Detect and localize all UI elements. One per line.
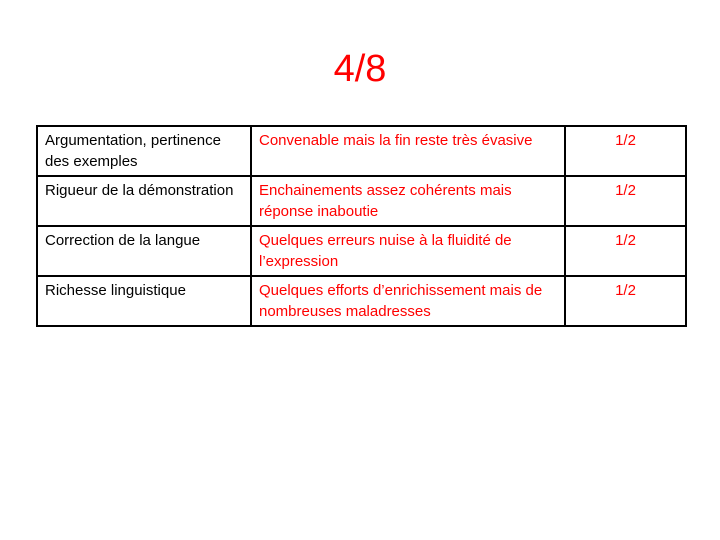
criterion-cell: Richesse linguistique [37, 276, 251, 326]
table-row [37, 126, 686, 176]
points-cell: 1/2 [565, 126, 686, 176]
comment-cell: Quelques efforts d’enrichissement mais de nombreuses maladresses [251, 276, 565, 326]
criterion-cell: Correction de la langue [37, 226, 251, 276]
table-row [37, 176, 686, 226]
comment-cell: Quelques erreurs nuise à la fluidité de l’expression [251, 226, 565, 276]
criterion-cell: Argumentation, pertinence des exemples [37, 126, 251, 176]
points-cell: 1/2 [565, 276, 686, 326]
comment-cell: Convenable mais la fin reste très évasive [251, 126, 565, 176]
grading-table [36, 125, 687, 327]
points-cell: 1/2 [565, 226, 686, 276]
table-row [37, 226, 686, 276]
comment-cell: Enchainements assez cohérents mais réponse inaboutie [251, 176, 565, 226]
points-cell: 1/2 [565, 176, 686, 226]
total-score-title: 4/8 [333, 48, 387, 90]
table-row [37, 276, 686, 326]
criterion-cell: Rigueur de la démonstration [37, 176, 251, 226]
